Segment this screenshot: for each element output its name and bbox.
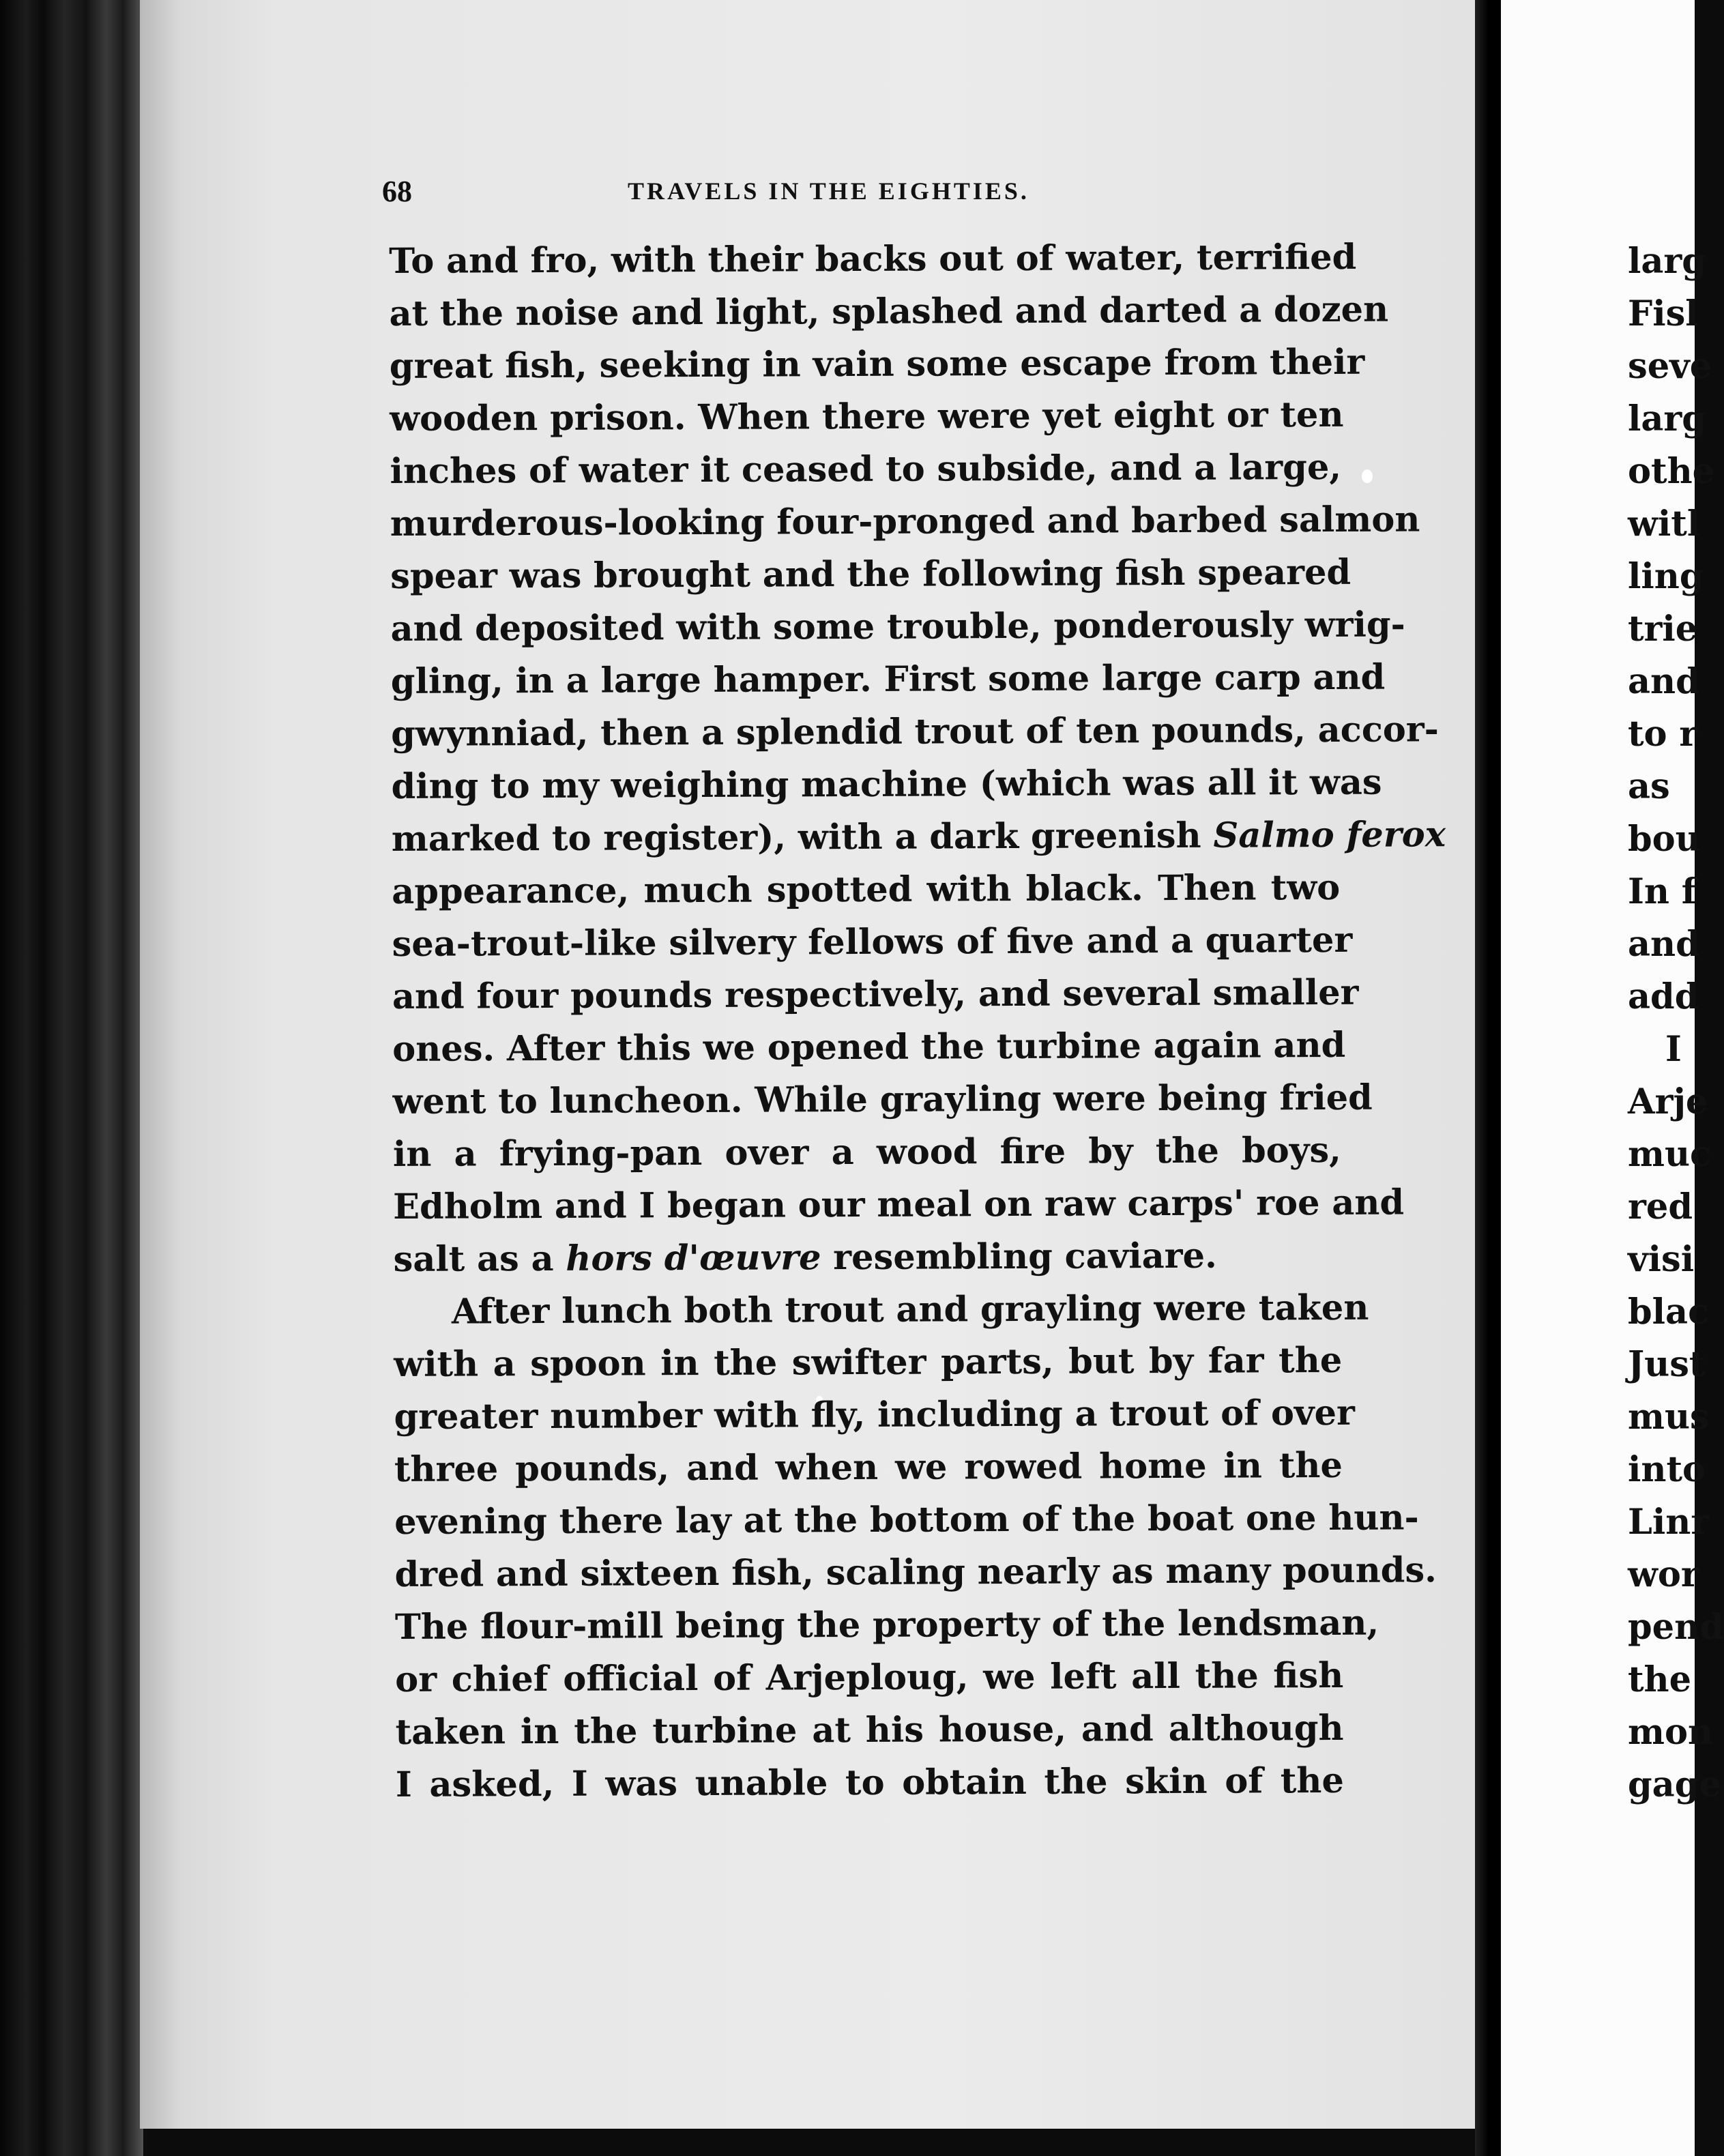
text-segment: resembling caviare. [821,1235,1217,1279]
text-line: three pounds, and when we rowed home in the [394,1444,1343,1490]
book-binding [0,0,143,2156]
facing-fragment: muc [1628,1134,1712,1175]
text-line: and deposited with some trouble, ponderously wrig- [390,604,1405,650]
text-line: ding to my weighing machine (which was all it was [391,761,1382,807]
text-line [391,809,1446,866]
text-line: I asked, I was unable to obtain the skin of the [395,1760,1345,1805]
text-line: at the noise and light, splashed and darted a dozen [389,289,1389,334]
facing-fragment: Arje [1628,1081,1708,1122]
text-line: great fish, seeking in vain some escape from their [389,341,1365,387]
text-line: taken in the turbine at his house, and although [395,1707,1344,1753]
facing-fragment: visi [1628,1239,1695,1280]
facing-fragment: I [1665,1029,1682,1070]
text-line: murderous-looking four-pronged and barbed salmon [390,499,1420,544]
text-line: greater number with fly, including a trout of over [394,1392,1356,1438]
text-line: The flour-mill being the property of the lendsman, [394,1602,1379,1648]
text-line: After lunch both trout and grayling were taken [451,1287,1369,1332]
facing-fragment: and [1628,661,1700,702]
page-number: 68 [382,175,412,208]
text-line: wooden prison. When there were yet eight or ten [390,394,1344,439]
facing-fragment: red [1628,1186,1693,1227]
facing-fragment: and [1628,924,1700,965]
paper-speck [1362,469,1373,483]
facing-fragment: as [1628,766,1670,807]
facing-fragment: witl [1628,504,1701,544]
text-line: Edholm and I began our meal on raw carps' roe and [393,1182,1405,1227]
running-head [382,174,1405,215]
facing-fragment: add [1628,976,1699,1017]
facing-fragment: to r [1628,714,1698,755]
facing-fragment: pend [1628,1607,1724,1648]
facing-fragment: bou [1628,819,1701,860]
facing-fragment: gage [1628,1764,1721,1805]
text-line: sea-trout-like silvery fellows of five and a quarter [392,919,1353,965]
text-segment: salt as a [393,1238,566,1280]
text-line: with a spoon in the swifter parts, but by far the [394,1339,1343,1385]
text-segment: marked to register), with a dark greenish [391,815,1214,860]
text-line: ones. After this we opened the turbine again and [392,1024,1346,1070]
text-line: went to luncheon. While grayling were being fried [392,1077,1373,1122]
italic-phrase: hors d'œuvre [566,1237,821,1279]
facing-fragment: In f [1628,871,1697,912]
running-title: TRAVELS IN THE EIGHTIES. [628,177,1029,205]
facing-fragment: into [1628,1449,1706,1490]
text-line: gwynniad, then a splendid trout of ten pounds, accor- [391,709,1440,755]
facing-fragment: othe [1628,451,1715,492]
facing-fragment: mus [1628,1397,1710,1438]
body-text [389,231,1446,1811]
text-line: dred and sixteen fish, scaling nearly as many pounds. [394,1549,1437,1595]
text-line: appearance, much spotted with black. Then two [392,866,1341,912]
facing-fragment: the [1628,1659,1692,1700]
text-line [393,1229,1341,1286]
italic-phrase: Salmo ferox [1213,814,1446,856]
facing-fragment: ling [1628,556,1704,597]
text-line: spear was brought and the following fish speared [390,551,1352,597]
facing-fragment: Fisl [1628,293,1699,334]
text-line: evening there lay at the bottom of the boat one hun- [394,1497,1419,1543]
facing-fragment: mon [1628,1712,1714,1753]
text-line: and four pounds respectively, and several smaller [392,972,1359,1017]
facing-fragment: trie [1628,609,1698,650]
facing-fragment: blac [1628,1292,1710,1332]
facing-fragment: wor [1628,1554,1699,1595]
text-line: inches of water it ceased to subside, and a large, [390,446,1342,492]
facing-page-text [1628,235,1724,1811]
text-line: To and fro, with their backs out of water, terrified [389,236,1357,282]
text-line: gling, in a large hamper. First some large carp and [390,656,1386,702]
facing-fragment: Linr [1628,1502,1710,1543]
text-line: in a frying-pan over a wood fire by the boys, [392,1129,1341,1175]
facing-fragment: larg [1628,398,1706,439]
facing-fragment: seve [1628,346,1712,387]
text-line: or chief official of Arjeploug, we left all the fish [395,1655,1344,1700]
facing-fragment: larg [1628,241,1706,282]
facing-fragment: Just [1628,1344,1706,1385]
